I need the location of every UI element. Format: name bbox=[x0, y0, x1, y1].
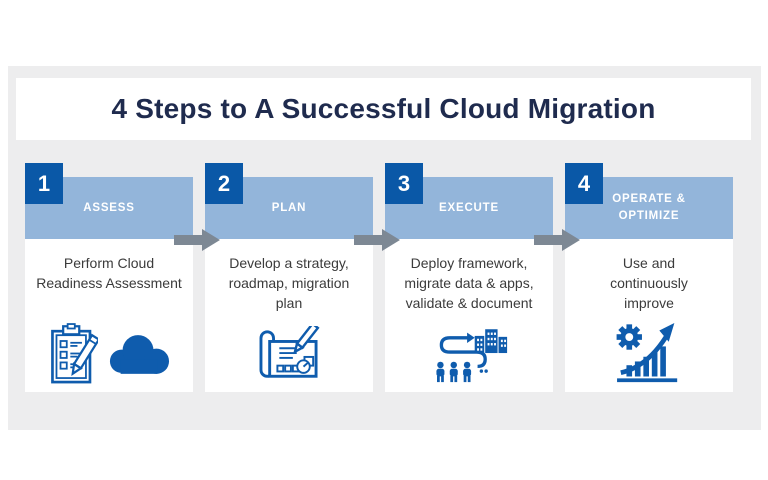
arrow-right-icon bbox=[534, 229, 580, 251]
step-label: OPERATE & OPTIMIZE bbox=[612, 193, 686, 222]
step-number-badge: 3 bbox=[385, 163, 423, 204]
step-number-badge: 4 bbox=[565, 163, 603, 204]
step-number-badge: 2 bbox=[205, 163, 243, 204]
cloud-icon bbox=[108, 332, 170, 375]
step-description: Develop a strategy, roadmap, migration plan bbox=[228, 255, 350, 311]
step-description: Use and continuously improve bbox=[610, 255, 688, 311]
step-card-operate-optimize bbox=[565, 170, 733, 392]
steps-row bbox=[25, 170, 733, 392]
arrow-right-icon bbox=[174, 229, 220, 251]
title-banner bbox=[16, 78, 751, 140]
step-icons bbox=[565, 322, 733, 384]
step-body bbox=[565, 239, 733, 392]
blueprint-plan-icon bbox=[254, 326, 324, 384]
step-card-execute bbox=[385, 170, 553, 392]
step-label: PLAN bbox=[271, 201, 307, 214]
step-description: Perform Cloud Readiness Assessment bbox=[36, 255, 182, 291]
step-icons bbox=[25, 323, 193, 384]
arrow-right-icon bbox=[354, 229, 400, 251]
step-icons bbox=[385, 324, 553, 384]
step-label: EXECUTE bbox=[439, 201, 499, 214]
step-description: Deploy framework, migrate data & apps, validate & document bbox=[404, 255, 534, 311]
step-number-badge: 1 bbox=[25, 163, 63, 204]
infographic-panel bbox=[8, 66, 761, 430]
step-label: ASSESS bbox=[83, 201, 135, 214]
step-card-plan bbox=[205, 170, 373, 392]
page-title: 4 Steps to A Successful Cloud Migration bbox=[111, 93, 656, 124]
step-icons bbox=[205, 326, 373, 384]
step-body bbox=[205, 239, 373, 392]
growth-chart-gear-icon bbox=[615, 322, 683, 384]
step-body bbox=[25, 239, 193, 392]
clipboard-checklist-icon bbox=[48, 323, 98, 384]
step-card-assess bbox=[25, 170, 193, 392]
step-body bbox=[385, 239, 553, 392]
migration-path-icon bbox=[429, 324, 509, 384]
